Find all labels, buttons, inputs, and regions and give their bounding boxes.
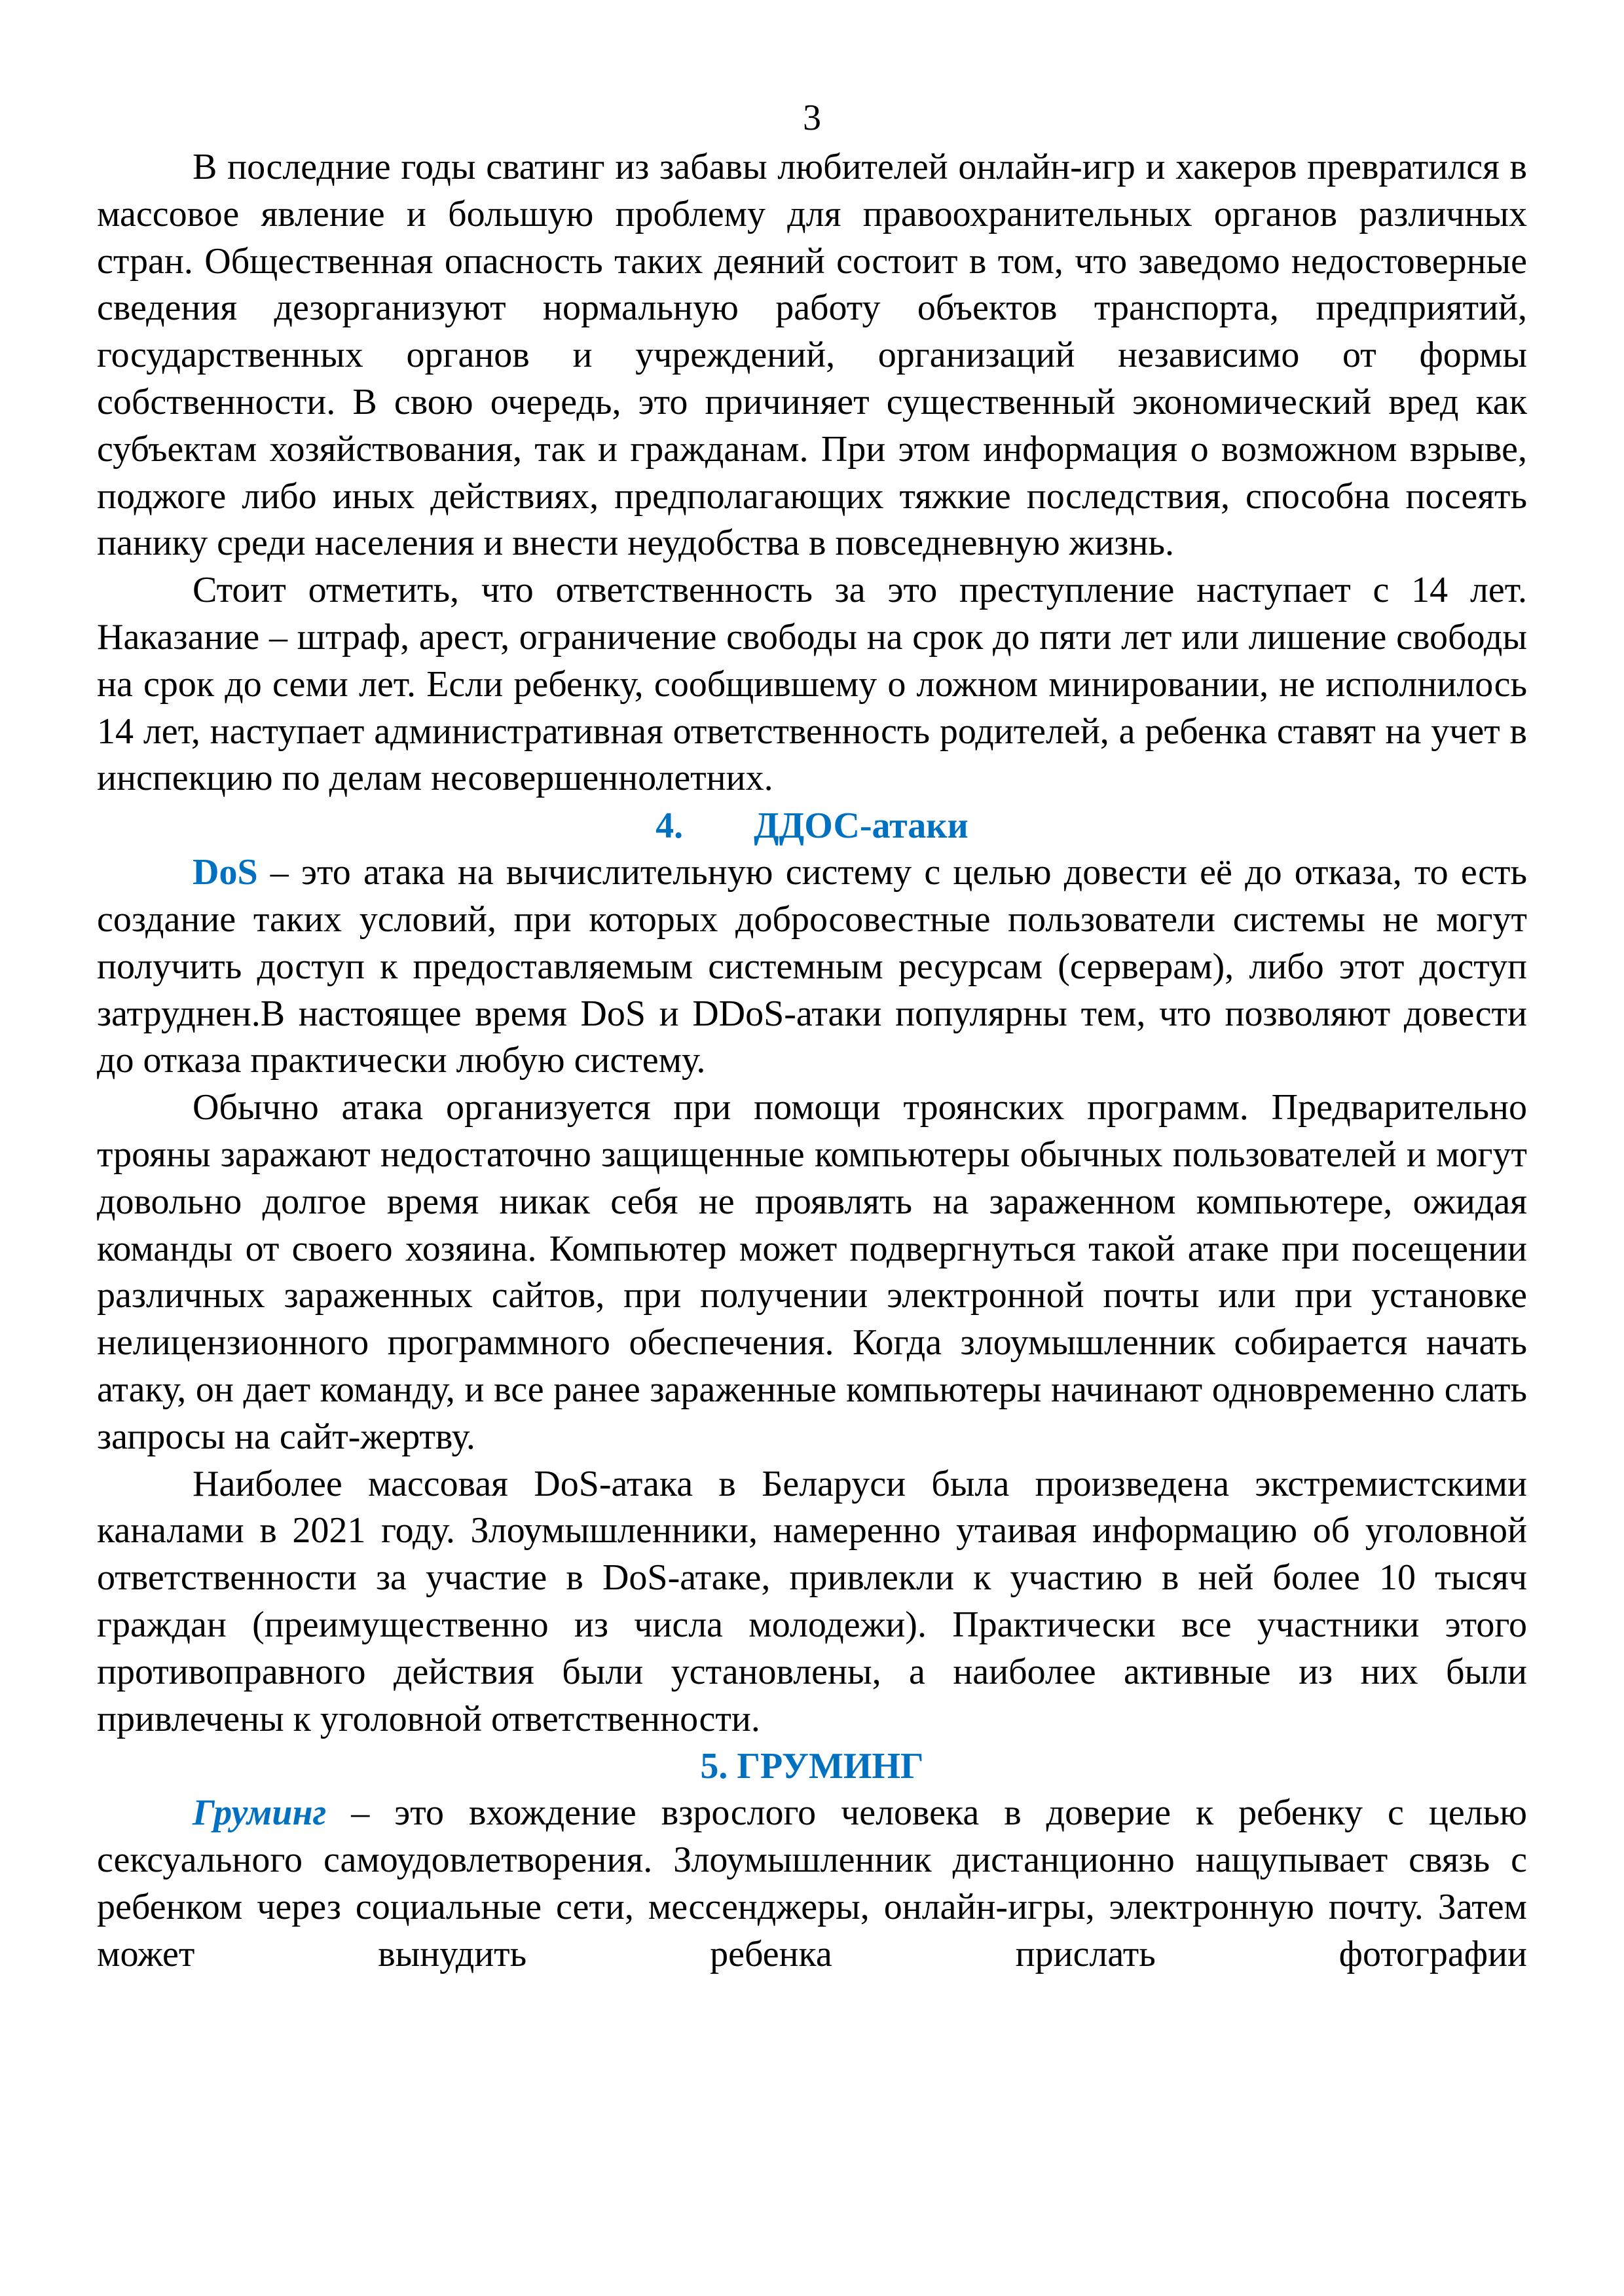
- term-grooming: Груминг: [193, 1792, 327, 1834]
- page-number: 3: [803, 98, 821, 138]
- section-number: 4.: [655, 805, 684, 847]
- section-heading-grooming: 5. ГРУМИНГ: [700, 1746, 924, 1787]
- paragraph-swatting-liability: Стоит отметить, что ответственность за это преступление наступает с 14 лет. Наказание – штраф, арест, ограничение свободы на срок до пяти лет или лишение свободы на срок до семи лет. Если ребенку, сообщившему о ложном минировании, не исполнилось 14 лет, наступает административная ответственность родителей, а ребенка ставят на учет в инспекцию по делам несовершеннолетних.: [97, 570, 1527, 799]
- term-dos: DoS: [193, 852, 258, 893]
- section-title: ДДОС-атаки: [754, 805, 969, 847]
- paragraph-dos-method: Обычно атака организуется при помощи троянских программ. Предварительно трояны заражают недостаточно защищенные компьютеры обычных пользователей и могут довольно долгое время никак себя не проявлять на зараженном компьютере, ожидая команды от своего хозяина. Компьютер может подвергнуться такой атаке при посещении различных зараженных сайтов, при получении электронной почты или при установке нелицензионного программного обеспечения. Когда злоумышленник собирается начать атаку, он дает команду, и все ранее зараженные компьютеры начинают одновременно слать запросы на сайт-жертву.: [97, 1087, 1527, 1457]
- paragraph-dos-belarus: Наиболее массовая DoS-атака в Беларуси была произведена экстремистскими каналами в 2021 году. Злоумышленники, намеренно утаивая информацию об уголовной ответственности за участие в DoS-атаке, привлекли к участию в ней более 10 тысяч граждан (преимущественно из числа молодежи). Практически все участники этого противоправного действия были установлены, а наиболее активные из них были привлечены к уголовной ответственности.: [97, 1463, 1527, 1739]
- definition-text: – это вхождение взрослого человека в доверие к ребенку с целью сексуального самоудовлетворения. Злоумышленник дистанционно нащупывает связь с ребенком через социальные сети, мессенджеры, онлайн-игры, электронную почту. Затем может вынудить ребенка прислать фотографии: [97, 1792, 1527, 1974]
- paragraph-grooming-definition: [97, 1790, 1527, 1978]
- paragraph-swatting-problem: В последние годы сватинг из забавы любителей онлайн-игр и хакеров превратился в массовое явление и большую проблему для правоохранительных органов различных стран. Общественная опасность таких деяний состоит в том, что заведомо недостоверные сведения дезорганизуют нормальную работу объектов транспорта, предприятий, государственных органов и учреждений, организаций независимо от формы собственности. В свою очередь, это причиняет существенный экономический вред как субъектам хозяйствования, так и гражданам. При этом информация о возможном взрыве, поджоге либо иных действиях, предполагающих тяжкие последствия, способна посеять панику среди населения и внести неудобства в повседневную жизнь.: [97, 147, 1527, 564]
- paragraph-dos-definition: [97, 849, 1527, 1084]
- definition-text: – это атака на вычислительную систему с целью довести её до отказа, то есть создание таких условий, при которых добросовестные пользователи системы не могут получить доступ к предоставляемым системным ресурсам (серверам), либо этот доступ затруднен.В настоящее время DoS и DDoS-атаки популярны тем, что позволяют довести до отказа практически любую систему.: [97, 852, 1527, 1081]
- section-heading-ddos: [97, 802, 1527, 849]
- document-page: [97, 92, 1527, 1978]
